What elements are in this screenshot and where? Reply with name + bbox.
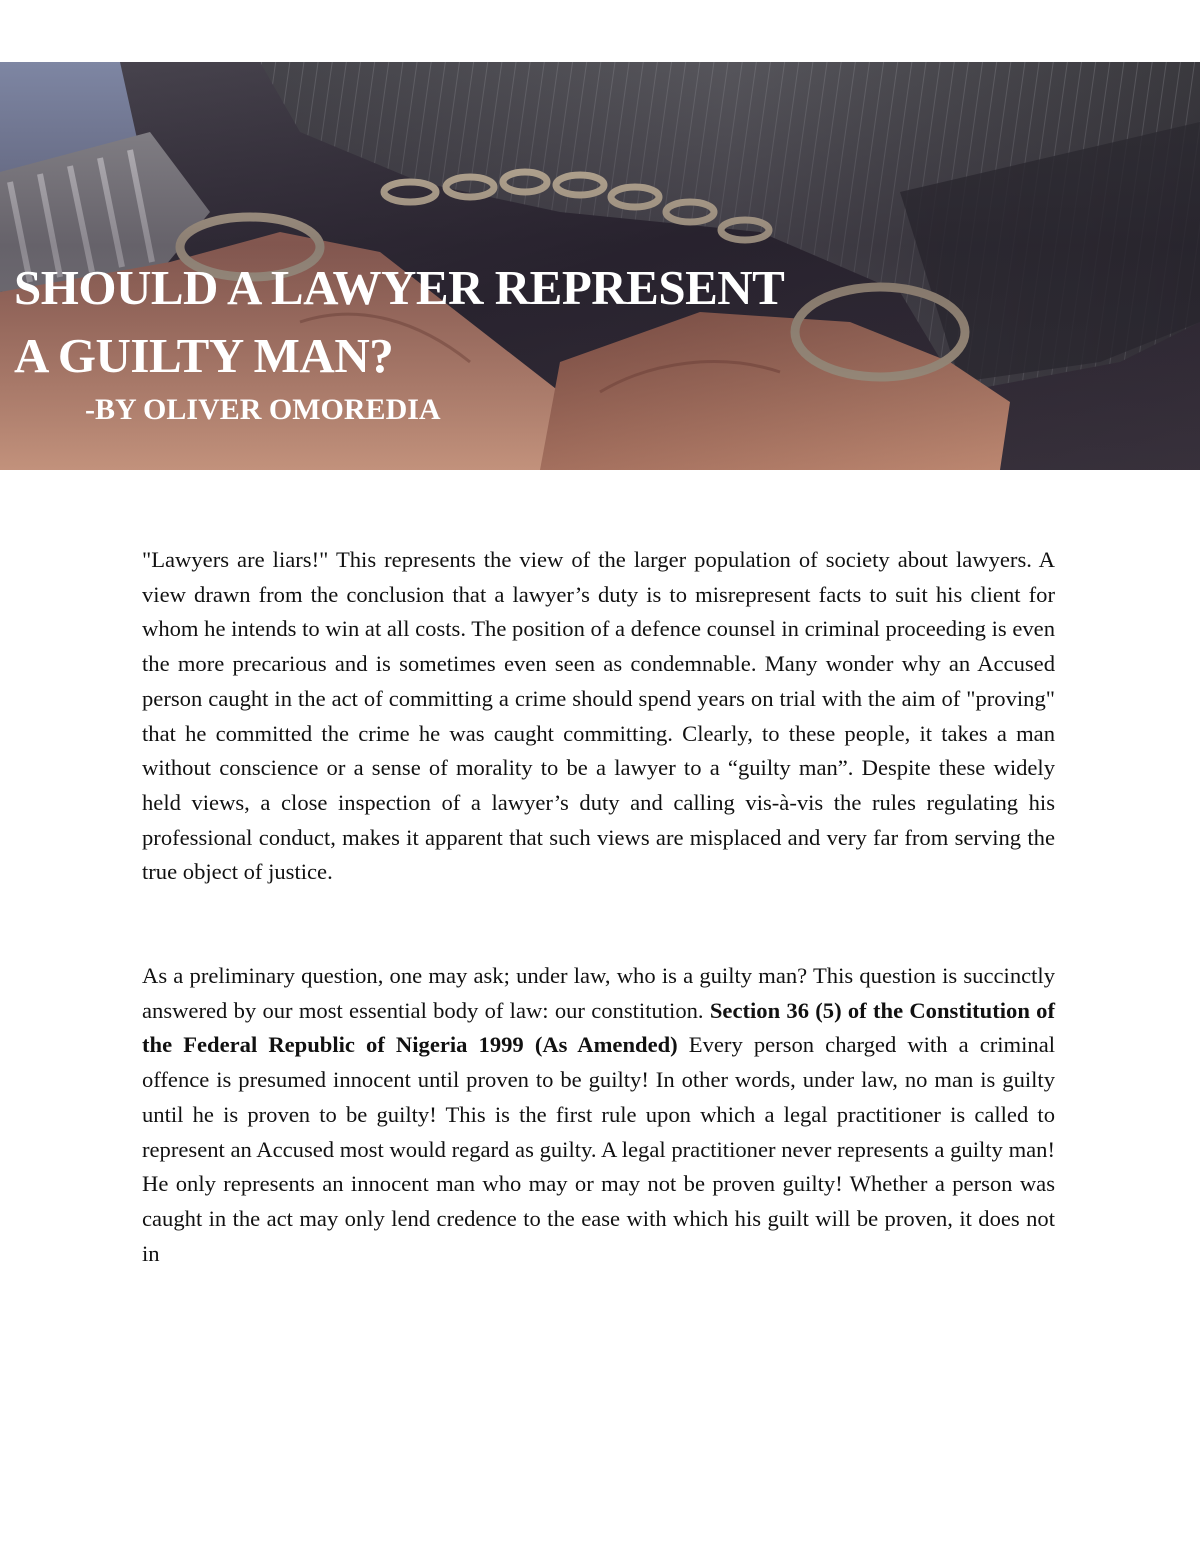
- article-title-line-2: A GUILTY MAN?: [14, 328, 394, 383]
- paragraph-preliminary-question: [142, 959, 1055, 1271]
- article-body: [142, 543, 1055, 1271]
- author-byline: -BY OLIVER OMOREDIA: [85, 393, 441, 426]
- paragraph-intro: "Lawyers are liars!" This represents the view of the larger population of society about lawyers. A view drawn from the conclusion that a lawyer’s duty is to misrepresent facts to suit his client for whom he intends to win at all costs. The position of a defence counsel in criminal proceeding is even the more precarious and is sometimes even seen as condemnable. Many wonder why an Accused person caught in the act of committing a crime should spend years on trial with the aim of "proving" that he committed the crime he was caught committing. Clearly, to these people, it takes a man without conscience or a sense of morality to be a lawyer to a “guilty man”. Despite these widely held views, a close inspection of a lawyer’s duty and calling vis-à-vis the rules regulating his professional conduct, makes it apparent that such views are misplaced and very far from serving the true object of justice.: [142, 547, 1055, 885]
- paragraph-text: As a preliminary question, one may ask; under law, who is a guilty man? This question is succinctly answered by our most essential body of law: our constitution.: [142, 963, 1055, 1023]
- paragraph-text: Every person charged with a criminal offence is presumed innocent until proven to be guilty! In other words, under law, no man is guilty until he is proven to be guilty! This is the first rule upon which a legal practitioner is called to represent an Accused most would regard as guilty. A legal practitioner never represents a guilty man! He only represents an innocent man who may or may not be proven guilty! Whether a person was caught in the act may only lend credence to the ease with which his guilt will be proven, it does not in: [142, 1032, 1055, 1266]
- constitution-citation: Section 36 (5) of the Constitution of the Federal Republic of Nigeria 1999 (As Amended): [142, 997, 1055, 1058]
- header-banner: [0, 62, 1200, 470]
- article-title-line-1: SHOULD A LAWYER REPRESENT: [14, 260, 785, 315]
